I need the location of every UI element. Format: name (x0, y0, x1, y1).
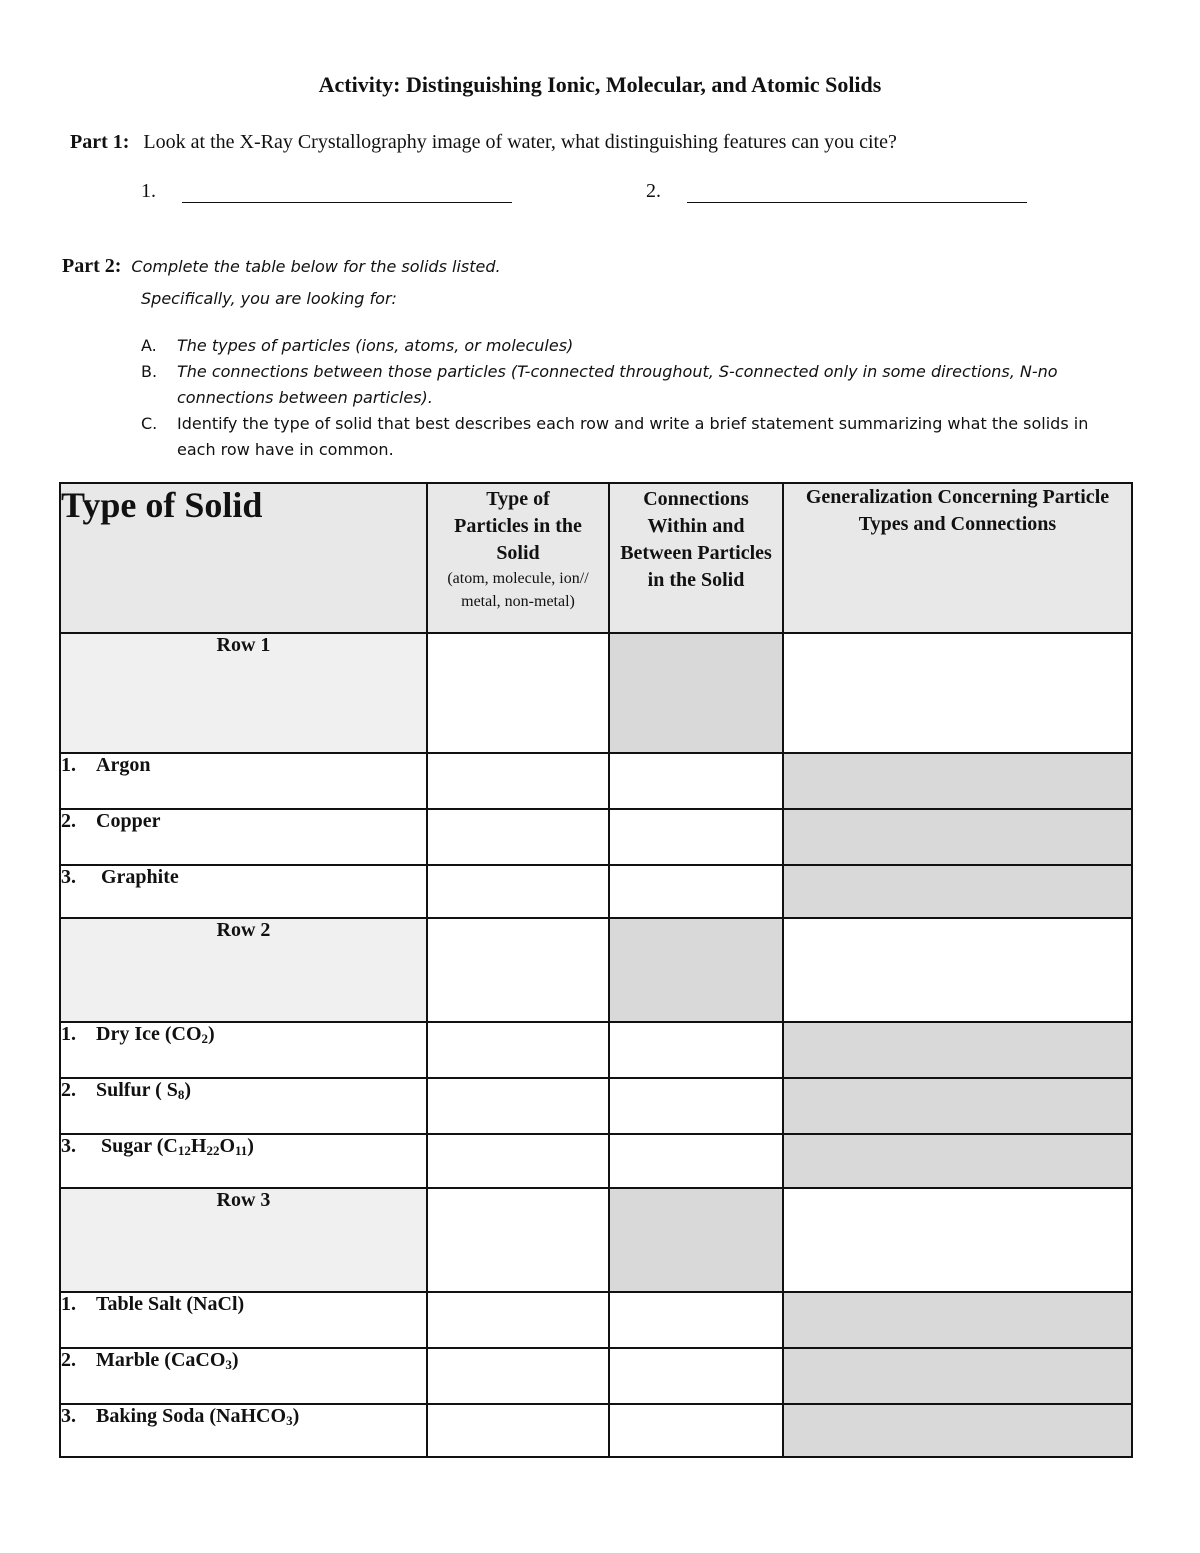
list-item: C. Identify the type of solid that best describes each row and write a brief statement summarizing what the solids in each row have in common. (141, 414, 1089, 459)
criteria-list (141, 333, 1101, 463)
table-row (60, 1404, 1132, 1457)
list-item: B. The connections between those particles (T-connected throughout, S-connected only in some directions, N-no connections between particles). (141, 362, 1058, 407)
table-row (60, 809, 1132, 865)
shaded-cell (783, 865, 1132, 918)
table-row (60, 753, 1132, 809)
particles-cell[interactable] (427, 918, 609, 1022)
shaded-cell (783, 1292, 1132, 1348)
group-row (60, 633, 1132, 753)
generalization-cell[interactable] (783, 633, 1132, 753)
particles-cell[interactable] (427, 1134, 609, 1188)
answer-blank-2[interactable] (646, 180, 1027, 203)
shaded-cell (609, 633, 783, 753)
shaded-cell (783, 1022, 1132, 1078)
table-row (60, 1022, 1132, 1078)
solid-name: 3. Sugar $(C_{12}H_{22}O_{11})$ (60, 1134, 427, 1188)
table-row (60, 1078, 1132, 1134)
group-label: Row 2 (60, 918, 427, 1022)
solid-name: 1. Dry Ice $(CO_2)$ (60, 1022, 427, 1078)
connections-cell[interactable] (609, 1078, 783, 1134)
header-connections: Connections Within and Between Particles in the Solid (609, 483, 783, 633)
solids-table (59, 482, 1133, 1458)
connections-cell[interactable] (609, 1404, 783, 1457)
header-type-of-solid: Type of Solid (60, 483, 427, 633)
page-title: Activity: Distinguishing Ionic, Molecular, and Atomic Solids (318, 72, 882, 97)
solid-name: 2. Sulfur ( $S_8$) (60, 1078, 427, 1134)
shaded-cell (783, 753, 1132, 809)
solid-name: 3. Baking Soda (NaHCO$_3$) (60, 1404, 427, 1457)
connections-cell[interactable] (609, 809, 783, 865)
part1-label: Part 1: (70, 131, 130, 153)
solid-name: 3. Graphite (60, 865, 427, 918)
shaded-cell (609, 918, 783, 1022)
blank1-line[interactable] (182, 182, 512, 203)
particles-cell[interactable] (427, 865, 609, 918)
shaded-cell (609, 1188, 783, 1292)
blank2-line[interactable] (687, 182, 1027, 203)
header-generalization: Generalization Concerning Particle Types and Connections (783, 483, 1132, 633)
group-label: Row 1 (60, 633, 427, 753)
blank1-label: 1. (141, 180, 156, 202)
shaded-cell (783, 1404, 1132, 1457)
connections-cell[interactable] (609, 865, 783, 918)
table-row (60, 865, 1132, 918)
connections-cell[interactable] (609, 1022, 783, 1078)
shaded-cell (783, 1078, 1132, 1134)
shaded-cell (783, 1348, 1132, 1404)
particles-cell[interactable] (427, 1292, 609, 1348)
part1-question: Look at the X-Ray Crystallography image of water, what distinguishing features can you cite? (143, 131, 897, 153)
particles-cell[interactable] (427, 1078, 609, 1134)
particles-cell[interactable] (427, 1404, 609, 1457)
group-row (60, 918, 1132, 1022)
table-row (60, 1348, 1132, 1404)
solid-name: 2. Marble (CaCO$_3$) (60, 1348, 427, 1404)
particles-cell[interactable] (427, 633, 609, 753)
table-header-row (60, 483, 1132, 633)
particles-cell[interactable] (427, 1188, 609, 1292)
header-particles: Type of Particles in the Solid (atom, molecule, ion// metal, non-metal) (427, 483, 609, 633)
particles-cell[interactable] (427, 1348, 609, 1404)
solid-name: 2. Copper (60, 809, 427, 865)
table-row (60, 1134, 1132, 1188)
generalization-cell[interactable] (783, 1188, 1132, 1292)
particles-cell[interactable] (427, 809, 609, 865)
group-label: Row 3 (60, 1188, 427, 1292)
part2-specifically: Specifically, you are looking for: (141, 289, 397, 308)
particles-cell[interactable] (427, 753, 609, 809)
part2-prompt (62, 255, 501, 278)
shaded-cell (783, 809, 1132, 865)
shaded-cell (783, 1134, 1132, 1188)
part2-label: Part 2: (62, 255, 122, 277)
connections-cell[interactable] (609, 1292, 783, 1348)
answer-blank-1[interactable] (141, 180, 512, 203)
generalization-cell[interactable] (783, 918, 1132, 1022)
particles-cell[interactable] (427, 1022, 609, 1078)
blank2-label: 2. (646, 180, 661, 202)
part2-instruction: Complete the table below for the solids listed. (131, 257, 501, 276)
connections-cell[interactable] (609, 1348, 783, 1404)
connections-cell[interactable] (609, 753, 783, 809)
connections-cell[interactable] (609, 1134, 783, 1188)
solid-name: 1. Argon (60, 753, 427, 809)
part1-prompt (70, 131, 897, 154)
solid-name: 1. Table Salt (NaCl) (60, 1292, 427, 1348)
table-row (60, 1292, 1132, 1348)
group-row (60, 1188, 1132, 1292)
list-item: A. The types of particles (ions, atoms, or molecules) (141, 336, 574, 355)
